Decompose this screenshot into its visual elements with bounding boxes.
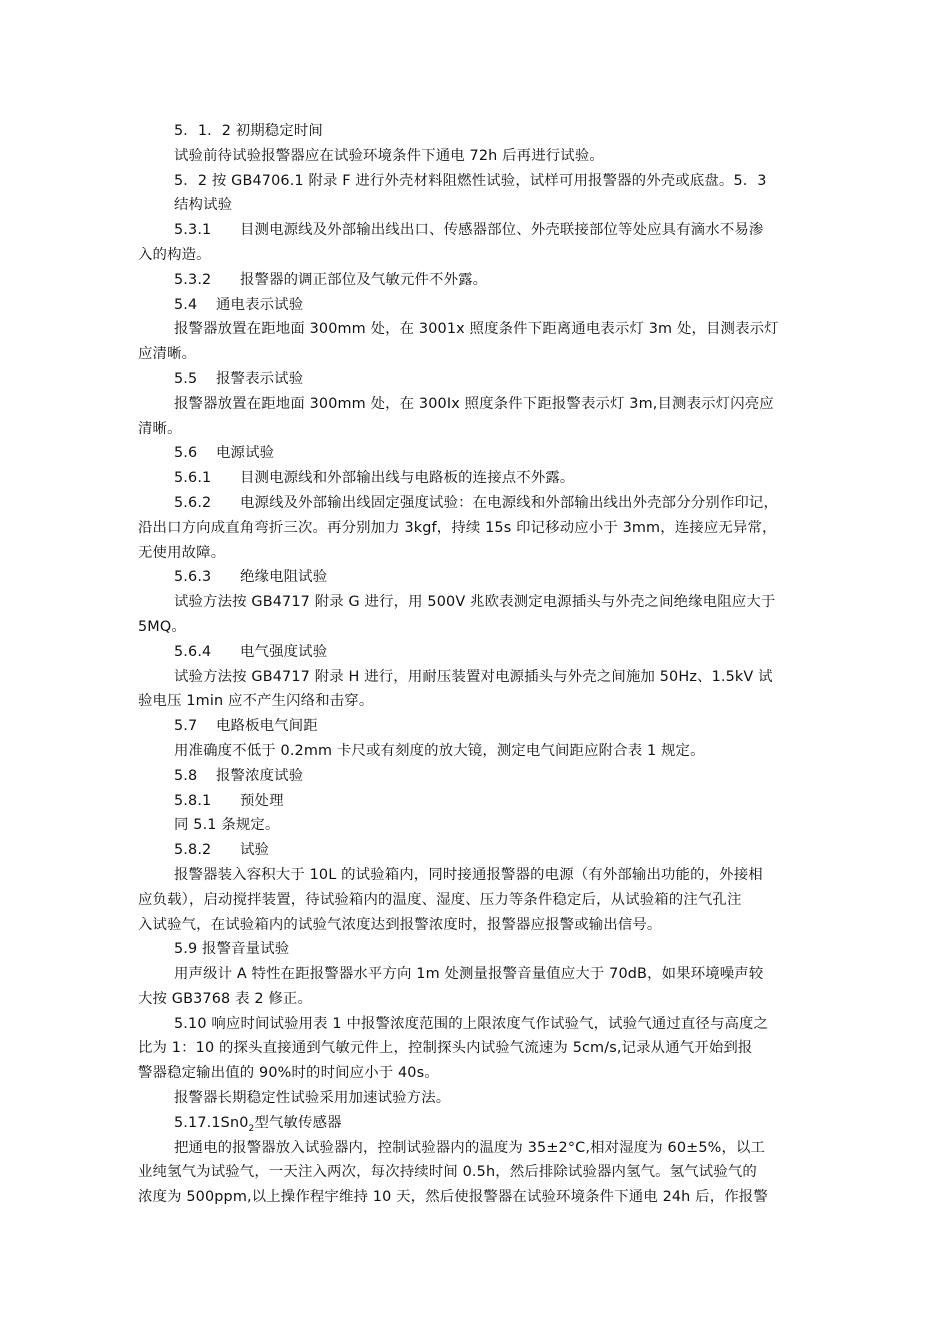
line-text: 试验前待试验报警器应在试验环境条件下通电 72h 后再进行试验。 bbox=[174, 147, 604, 164]
line-text: 目测电源线和外部输出线与电路板的连接点不外露。 bbox=[240, 470, 575, 487]
line-text: 电源试验 bbox=[216, 445, 275, 462]
text-line bbox=[138, 342, 828, 367]
line-text: 无使用故障。 bbox=[138, 544, 226, 561]
line-text: 用声级计 A 特性在距报警器水平方向 1m 处测量报警音量值应大于 70dB，如果环境噪声较 bbox=[174, 966, 764, 983]
text-line bbox=[138, 590, 828, 615]
line-text: 电路板电气间距 bbox=[216, 718, 318, 735]
line-text: 大按 GB3768 表 2 修正。 bbox=[138, 990, 312, 1007]
text-line bbox=[138, 1061, 828, 1086]
line-text: 预处理 bbox=[240, 792, 284, 809]
line-text: 验电压 1min 应不产生闪络和击穿。 bbox=[138, 693, 374, 710]
line-text: 清晰。 bbox=[138, 420, 182, 437]
text-line bbox=[138, 565, 828, 590]
section-number: 5.5 bbox=[174, 370, 198, 387]
text-line bbox=[138, 1086, 828, 1111]
text-line bbox=[138, 144, 828, 169]
line-text: 应负载），启动搅拌装置，待试验箱内的温度、湿度、压力等条件稳定后，从试验箱的注气孔注 bbox=[138, 891, 742, 908]
document-body bbox=[138, 119, 828, 1210]
text-line bbox=[138, 1036, 828, 1061]
text-line bbox=[138, 714, 828, 739]
line-text: 报警器放置在距地面 300mm 处，在 300Ix 照度条件下距报警表示灯 3m,目测表示灯闪亮应 bbox=[174, 395, 774, 412]
text-line bbox=[138, 367, 828, 392]
line-text: 试验方法按 GB4717 附录 G 进行，用 500V 兆欧表测定电源插头与外壳之间绝缘电阻应大于 bbox=[174, 594, 776, 611]
text-line bbox=[138, 516, 828, 541]
text-line bbox=[138, 1185, 828, 1210]
line-text: 报警浓度试验 bbox=[216, 767, 304, 784]
line-text: 5．1．2 初期稳定时间 bbox=[174, 123, 323, 139]
text-line bbox=[138, 169, 828, 194]
line-text: 报警器放置在距地面 300mm 处，在 3001x 照度条件下距离通电表示灯 3m 处，目测表示灯 bbox=[174, 321, 779, 338]
section-number: 5.6.3 bbox=[174, 569, 212, 586]
text-line bbox=[138, 317, 828, 342]
line-text: 试验方法按 GB4717 附录 H 进行，用耐压装置对电源插头与外壳之间施加 50Hz、1.5kV 试 bbox=[174, 668, 773, 685]
text-line bbox=[138, 640, 828, 665]
line-text: 把通电的报警器放入试验器内，控制试验器内的温度为 35±2°C,相对湿度为 60±5%，以工 bbox=[174, 1139, 766, 1156]
line-text: 电源线及外部输出线固定强度试验：在电源线和外部输出线出外壳部分分别作印记， bbox=[240, 494, 779, 511]
line-text: 5MQ。 bbox=[138, 618, 186, 635]
line-text: 报警表示试验 bbox=[216, 370, 304, 387]
text-line bbox=[138, 615, 828, 640]
text-line bbox=[138, 987, 828, 1012]
text-line bbox=[138, 888, 828, 913]
text-line bbox=[138, 541, 828, 566]
text-line bbox=[138, 417, 828, 442]
line-text: 报警器长期稳定性试验采用加速试验方法。 bbox=[174, 1090, 451, 1107]
line-text: 比为 1：10 的探头直接通到气敏元件上，控制探头内试验气流速为 5cm/s,记录从通气开始到报 bbox=[138, 1040, 753, 1057]
section-number: 5.6.1 bbox=[174, 470, 212, 487]
text-line bbox=[138, 1136, 828, 1161]
line-text: 业纯氢气为试验气，一天注入两次，每次持续时间 0.5h，然后排除试验器内氢气。氢气试验气的 bbox=[138, 1164, 757, 1181]
line-text-continued: 型气敏传感器 bbox=[254, 1114, 342, 1131]
line-text: 5.17.1Sn0 bbox=[174, 1114, 249, 1131]
text-line bbox=[138, 789, 828, 814]
section-number: 5.6 bbox=[174, 445, 198, 462]
line-text: 通电表示试验 bbox=[216, 296, 304, 313]
line-text: 用准确度不低于 0.2mm 卡尺或有刻度的放大镜，测定电气间距应附合表 1 规定。 bbox=[174, 742, 705, 759]
line-text: 沿出口方向成直角弯折三次。再分别加力 3kgf，持续 15s 印记移动应小于 3mm，连接应无异常， bbox=[138, 519, 777, 536]
line-text: 同 5.1 条规定。 bbox=[174, 817, 280, 834]
text-line bbox=[138, 1160, 828, 1185]
text-line bbox=[138, 813, 828, 838]
line-text: 警器稳定输出值的 90%时的时间应小于 40s。 bbox=[138, 1065, 439, 1082]
line-text: 试验 bbox=[240, 842, 270, 859]
text-line bbox=[138, 937, 828, 962]
line-text: 报警器的调正部位及气敏元件不外露。 bbox=[240, 271, 488, 288]
text-line bbox=[138, 119, 828, 144]
text-line bbox=[138, 689, 828, 714]
text-line bbox=[138, 218, 828, 243]
line-text: 浓度为 500ppm,以上操作程宇维持 10 天，然后使报警器在试验环境条件下通电 24h 后，作报警 bbox=[138, 1189, 768, 1206]
line-text: 电气强度试验 bbox=[240, 643, 328, 660]
section-number: 5.6.4 bbox=[174, 643, 212, 660]
section-number: 5.3.2 bbox=[174, 271, 212, 288]
text-line bbox=[138, 268, 828, 293]
text-line bbox=[138, 962, 828, 987]
line-text: 目测电源线及外部输出线出口、传感器部位、外壳联接部位等处应具有滴水不易渗 bbox=[240, 222, 764, 239]
text-line bbox=[138, 1111, 828, 1136]
text-line bbox=[138, 913, 828, 938]
text-line bbox=[138, 466, 828, 491]
section-number: 5.8.2 bbox=[174, 842, 212, 859]
text-line bbox=[138, 491, 828, 516]
section-number: 5.8.1 bbox=[174, 792, 212, 809]
text-line bbox=[138, 293, 828, 318]
text-line bbox=[138, 764, 828, 789]
text-line bbox=[138, 392, 828, 417]
subscript: 2 bbox=[248, 1123, 255, 1134]
text-line bbox=[138, 863, 828, 888]
text-line bbox=[138, 193, 828, 218]
line-text: 5.10 响应时间试验用表 1 中报警浓度范围的上限浓度气作试验气，试验气通过直径与高度之 bbox=[174, 1015, 769, 1032]
text-line bbox=[138, 838, 828, 863]
text-line bbox=[138, 243, 828, 268]
section-number: 5.4 bbox=[174, 296, 198, 313]
section-number: 5.3.1 bbox=[174, 222, 212, 239]
line-text: 入试验气，在试验箱内的试验气浓度达到报警浓度时，报警器应报警或输出信号。 bbox=[138, 916, 662, 933]
text-line bbox=[138, 441, 828, 466]
line-text: 结构试验 bbox=[174, 197, 233, 214]
line-text: 入的构造。 bbox=[138, 246, 211, 263]
section-number: 5.8 bbox=[174, 767, 198, 784]
line-text: 5．2 按 GB4706.1 附录 F 进行外壳材料阻燃性试验，试样可用报警器的外壳或底盘。5．3 bbox=[174, 172, 767, 189]
line-text: 绝缘电阻试验 bbox=[240, 569, 328, 586]
line-text: 应清晰。 bbox=[138, 346, 197, 363]
line-text: 报警器装入容积大于 10L 的试验箱内，同时接通报警器的电源（有外部输出功能的，外接相 bbox=[174, 866, 763, 883]
text-line bbox=[138, 739, 828, 764]
section-number: 5.7 bbox=[174, 718, 198, 735]
text-line bbox=[138, 665, 828, 690]
text-line bbox=[138, 1012, 828, 1037]
line-text: 5.9 报警音量试验 bbox=[174, 941, 290, 958]
section-number: 5.6.2 bbox=[174, 494, 212, 511]
